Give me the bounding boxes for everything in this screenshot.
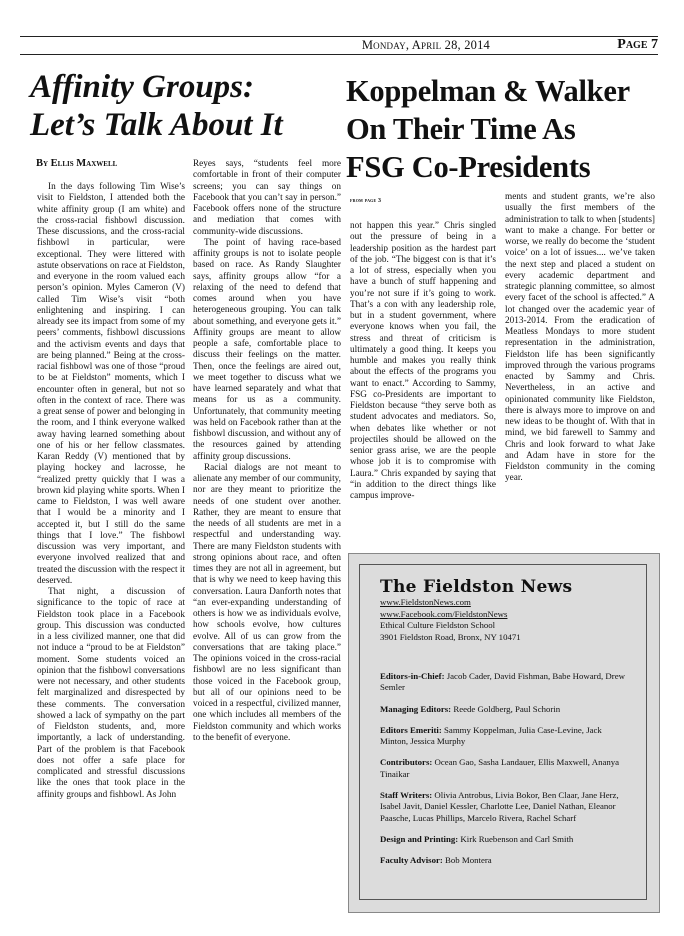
right-article-column-2 bbox=[505, 192, 655, 485]
continued-from-tag: from page 3 bbox=[350, 198, 382, 204]
staff-entry bbox=[380, 855, 632, 866]
paragraph: That night, a discussion of significance to the topic of race at Fieldston took place in a Facebook group. This discussion was conducted in a less civilized manner, one that did not induce a “proud to be at Fieldston” moment. Some students voiced an opinion that the fishbowl conversations were not necessary, and other students felt marginalized and disrespected by these comments. The conversation showed a lack of sympathy on the part of Fieldston students, and, more importantly, a lack of understanding. Part of the problem is that Facebook does not offer a safe place for complicated and stressful discussions like the ones that took place in the affinity groups and fishbowl. As John bbox=[37, 587, 185, 800]
staff-role: Editors-in-Chief: bbox=[380, 671, 445, 681]
paragraph: The point of having race-based affinity groups is not to isolate people based on race. As Randy Slaughter says, affinity groups allow “for a relaxing of the need to defend that comes around when you have heterogeneous grouping. You can talk about something, and everyone gets it.” Affinity groups are meant to allow people a safe, comfortable place to discuss their feelings on the matter. Then, once the feelings are aired out, we meet together to discuss what we have learned separately and what that means for us as a community. Unfortunately, that community meeting was held on Facebook rather than at the fishbowl discussion, and without any of the resources gained by attending affinity group discussions. bbox=[193, 237, 341, 462]
staff-role: Managing Editors: bbox=[380, 703, 452, 714]
right-title-line1: Koppelman & Walker bbox=[346, 74, 630, 108]
staff-role: Faculty Advisor: bbox=[380, 855, 443, 866]
newspaper-logo: The Fieldston News bbox=[380, 577, 573, 597]
staff-entry bbox=[380, 671, 632, 694]
paragraph: ments and student grants, we’re also usually the first members of the administration to talk to when [students] want to make a change. For better or worse, we really do become the ‘student voice’ on a lot of issues.... we’ve taken the next step and placed a student on every academic department and strategic planning committee, so almost every facet of the school is affected.” A lot changed over the academic year of 2013-2014. From the eradication of Meatless Mondays to more student representation in the administration, Fieldston life has been significantly improved through the various programs enacted by Sammy and Chris. Nevertheless, in an active and opinionated community like Fieldston, there is always more to improve on and new ideas to be thought of. With that in mind, we bid farewell to Sammy and Chris and look forward to what Jake and Adam have in store for the Fieldston community in the coming year. bbox=[505, 192, 655, 484]
paragraph: not happen this year.” Chris singled out the pressure of being in a leadership position as the hardest part of the job. “The biggest con is that it’s a lot of stress, especially when you have a bunch of stuff happening and you’re not sure if it’s going to work. That’s a con with any leadership role, but in a student government, where everyone knows when you fail, the stress and threat of criticism is ultimately a good thing. It keeps you humble and makes you really think about the effects of the programs you want to enact.” According to Sammy, FSG co-Presidents are important to Fieldston because “they serve both as student advocates and mediators. So, when debates like whether or not projectiles should be allowed on the senior grass arise, we are the people whose job it is to compromise with Laura.” Chris expanded by saying that “in addition to the direct things like campus improve- bbox=[350, 221, 496, 501]
page-number: Page 7 bbox=[617, 37, 658, 52]
school-name: Ethical Culture Fieldston School bbox=[380, 620, 496, 630]
masthead-inner bbox=[359, 564, 647, 900]
staff-names: Reede Goldberg, Paul Schorin bbox=[453, 703, 561, 714]
staff-names: Olivia Antrobus, Livia Bokor, Ben Claar, Jane Herz, Isabel Javit, Daniel Kessler, Charlotte Lee, Daniel Nathan, Eleanor Paasche, Lucas Phillips, Marcelo Rivera, Rachel Scharf bbox=[380, 790, 619, 823]
left-article-column-1 bbox=[37, 182, 185, 801]
left-article-column-2 bbox=[193, 159, 341, 744]
staff-entry bbox=[380, 725, 632, 748]
paragraph: Reyes says, “students feel more comfortable in front of their computer screens; you can say things on Facebook that you can’t say in person.” Facebook offers none of the structure and mediation that comes with community-wide discussions. bbox=[193, 159, 341, 237]
staff-entry bbox=[380, 790, 632, 824]
staff-entry bbox=[380, 704, 632, 715]
right-title-line3: FSG Co-Presidents bbox=[346, 150, 591, 184]
staff-names: Ocean Gao, Sasha Landauer, Ellis Maxwell, Ananya Tinaikar bbox=[380, 757, 620, 779]
issue-date: Monday, April 28, 2014 bbox=[361, 38, 490, 52]
staff-role: Contributors: bbox=[380, 757, 433, 768]
staff-role: Editors Emeriti: bbox=[380, 724, 442, 735]
staff-names: Sammy Koppelman, Julia Case-Levine, Jack Minton, Jessica Murphy bbox=[380, 724, 602, 747]
paragraph: Racial dialogs are not meant to alienate any member of our community, nor are they meant to prioritize the needs of one student over another. Rather, they are meant to ensure that the needs of all students are met in a respectful and understanding way. There are many Fieldston students with strong opinions about race, and often times they are not all in agreement, but that is why we need to keep having this conversation. Laura Danforth notes that “an ever-expanding understanding of others is how we as individuals evolve, how schools evolve, how cultures evolve. All of us can grow from the conversations that are taking place.” The opinions voiced in the cross-racial fishbowl are no less significant than those voiced in the Facebook group, but all of our opinions need to be voiced in a respectful, civilized manner, one which includes all members of the Fieldston community and which works to the benefit of everyone. bbox=[193, 462, 341, 743]
facebook-link[interactable]: www.Facebook.com/FieldstonNews bbox=[380, 608, 508, 619]
staff-names: Kirk Ruebenson and Carl Smith bbox=[460, 833, 574, 844]
staff-role: Design and Printing: bbox=[380, 833, 459, 844]
header-rule-bottom bbox=[20, 54, 658, 55]
right-article-column-1 bbox=[350, 221, 496, 502]
right-article-title bbox=[346, 72, 666, 186]
masthead-box bbox=[348, 553, 660, 913]
staff-names: Bob Montera bbox=[445, 855, 492, 866]
left-article-title bbox=[30, 68, 340, 144]
byline: By Ellis Maxwell bbox=[36, 158, 118, 169]
staff-entry bbox=[380, 757, 632, 780]
left-title-line1: Affinity Groups: bbox=[30, 69, 255, 105]
school-address: 3901 Fieldston Road, Bronx, NY 10471 bbox=[380, 631, 521, 642]
website-link[interactable]: www.FieldstonNews.com bbox=[380, 597, 471, 607]
right-title-line2: On Their Time As bbox=[346, 112, 576, 146]
left-title-line2: Let’s Talk About It bbox=[30, 107, 283, 143]
paragraph: In the days following Tim Wise’s visit to Fieldston, I attended both the white affinity group (I am white) and the cross-racial fishbowl discussion. These discussions, and the cross-racial fishbowl in particular, were exceptional. They were littered with astute observations on race at Fieldston, and everyone in the room valued each person’s opinion. Myles Cameron (V) called Tim Wise’s visit “both enlightening and inspiring. I can already see its impact from some of my peers’ comments, fishbowl discussions and the activism events and days that are being planned.” Being at the cross-racial fishbowl was one of those “proud to be at Fieldston” moments, which I encounter often in general, but not so often in the context of race. There was a great sense of power and belonging in the room, and I think everyone walked away having learned something about one of his or her fellow classmates. Karan Reddy (V) mentioned that by playing hockey and lacrosse, he “realized pretty quickly that I was a brown kid playing white sports. When I came to Fieldston, I was well aware that I would be a minority and I accepted it, but I still do the same things that I love.” The fishbowl discussion was very important, and everyone involved realized that and treated the discussion with the respect it deserved. bbox=[37, 182, 185, 586]
staff-role: Staff Writers: bbox=[380, 790, 433, 801]
staff-names: Jacob Cader, David Fishman, Babe Howard, Drew Semler bbox=[380, 671, 625, 693]
staff-entry bbox=[380, 834, 632, 845]
